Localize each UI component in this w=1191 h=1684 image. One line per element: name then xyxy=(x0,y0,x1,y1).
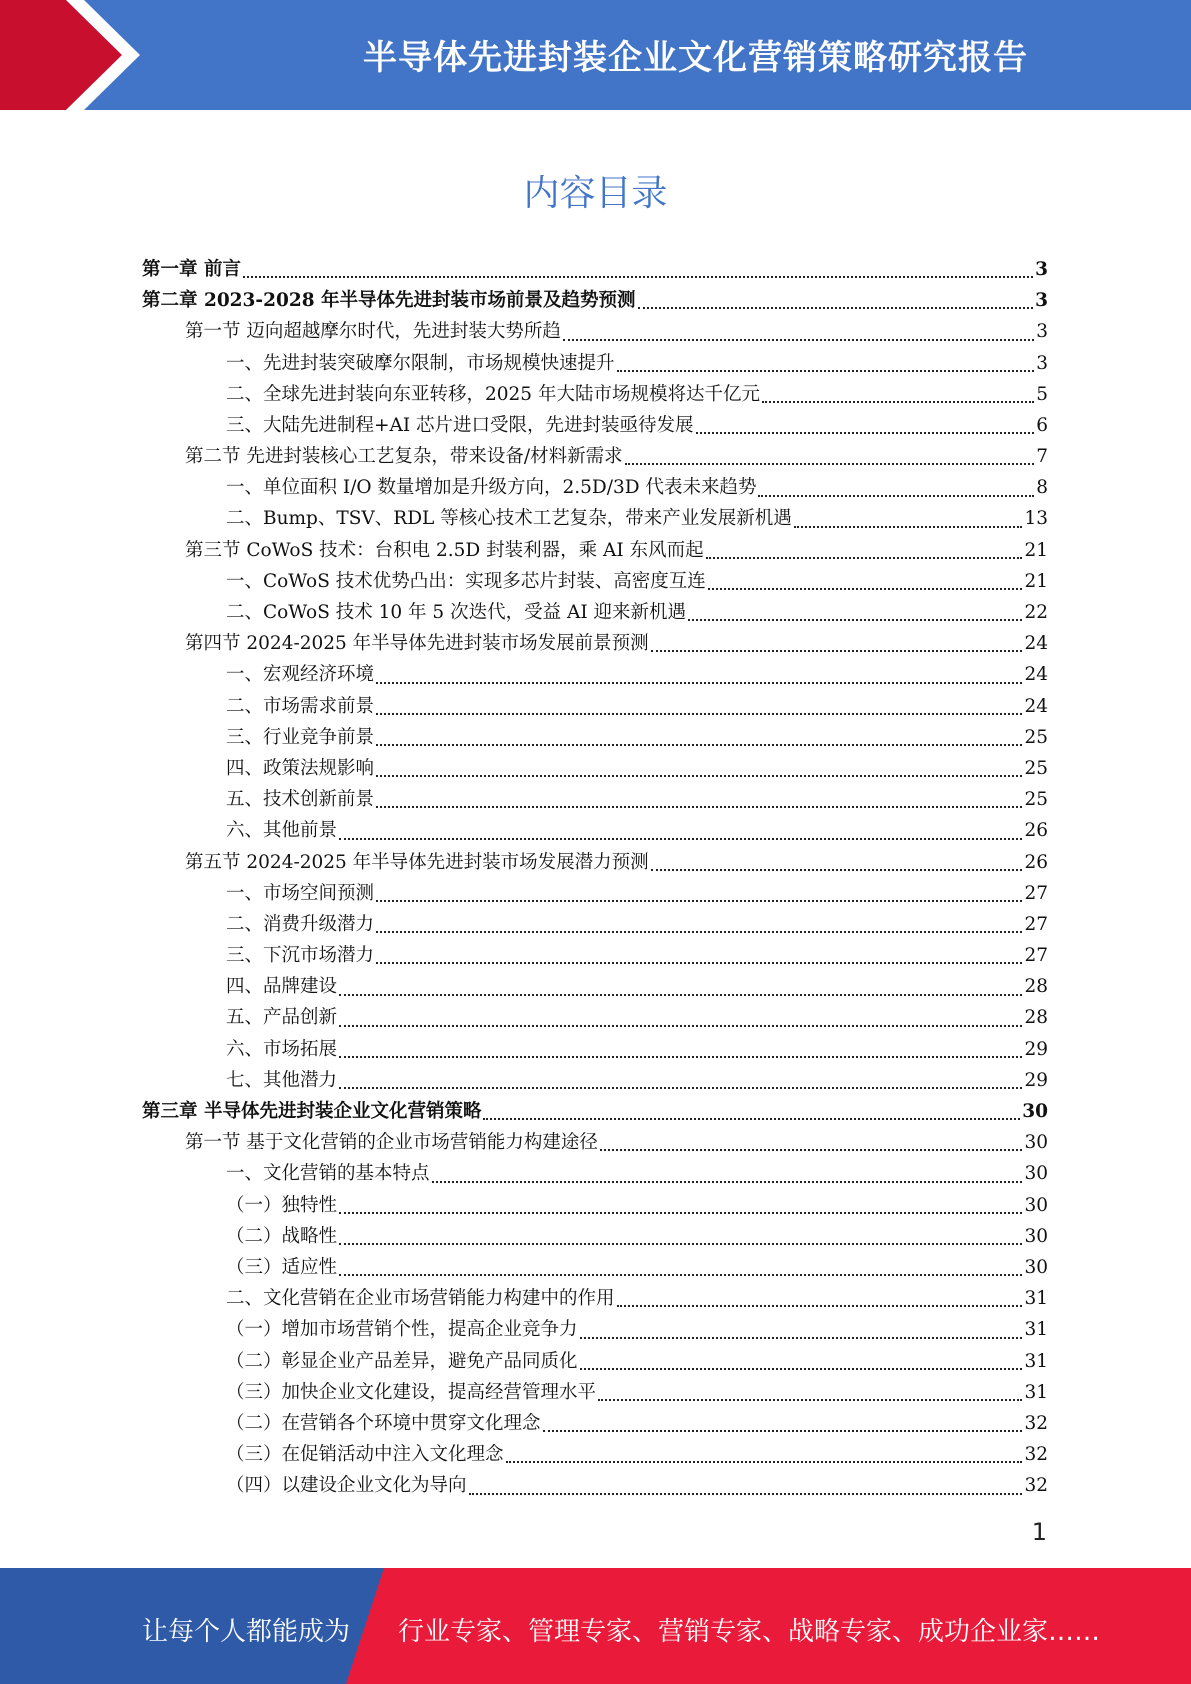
toc-entry-title: 四、品牌建设 xyxy=(226,976,338,998)
toc-entry-title: 三、下沉市场潜力 xyxy=(226,945,375,967)
toc-entry-title: 一、CoWoS 技术优势凸出：实现多芯片封装、高密度互连 xyxy=(226,570,706,592)
toc-dot-leader xyxy=(376,806,1022,808)
toc-entry-title: 一、文化营销的基本特点 xyxy=(226,1163,430,1185)
toc-dot-leader xyxy=(376,682,1022,684)
toc-dot-leader xyxy=(598,1399,1022,1401)
toc-entry[interactable] xyxy=(142,1439,1048,1470)
toc-entry[interactable] xyxy=(142,441,1048,472)
toc-dot-leader xyxy=(376,744,1022,746)
toc-dot-leader xyxy=(543,1430,1023,1432)
toc-entry-title: 二、Bump、TSV、RDL 等核心技术工艺复杂，带来产业发展新机遇 xyxy=(226,508,792,530)
toc-dot-leader xyxy=(708,588,1023,590)
toc-dot-leader xyxy=(580,1368,1023,1370)
toc-entry[interactable] xyxy=(142,1127,1048,1158)
toc-entry[interactable] xyxy=(142,1065,1048,1096)
toc-dot-leader xyxy=(339,1243,1022,1245)
toc-entry-page: 26 xyxy=(1024,851,1048,873)
toc-entry[interactable] xyxy=(142,410,1048,441)
toc-entry-title: （一）独特性 xyxy=(226,1194,338,1216)
toc-entry-title: 一、宏观经济环境 xyxy=(226,664,375,686)
toc-dot-leader xyxy=(696,432,1035,434)
toc-entry[interactable] xyxy=(142,784,1048,815)
toc-entry-title: 二、全球先进封装向东亚转移，2025 年大陆市场规模将达千亿元 xyxy=(226,383,760,405)
toc-dot-leader xyxy=(617,1305,1023,1307)
toc-dot-leader xyxy=(506,1461,1023,1463)
toc-entry[interactable] xyxy=(142,909,1048,940)
toc-entry-page: 7 xyxy=(1036,446,1048,468)
toc-dot-leader xyxy=(563,339,1034,341)
toc-entry-title: 第四节 2024-2025 年半导体先进封装市场发展前景预测 xyxy=(185,633,649,655)
toc-dot-leader xyxy=(376,775,1022,777)
toc-entry-title: （四）以建设企业文化为导向 xyxy=(226,1475,467,1497)
toc-entry[interactable] xyxy=(142,348,1048,379)
toc-entry-page: 3 xyxy=(1035,290,1048,312)
toc-entry[interactable] xyxy=(142,1221,1048,1252)
page-footer xyxy=(0,1568,1191,1684)
toc-dot-leader xyxy=(688,619,1022,621)
toc-dot-leader xyxy=(339,838,1022,840)
toc-dot-leader xyxy=(339,1274,1022,1276)
toc-entry[interactable] xyxy=(142,1470,1048,1501)
toc-entry[interactable] xyxy=(142,1252,1048,1283)
toc-entry[interactable] xyxy=(142,940,1048,971)
toc-dot-leader xyxy=(339,1087,1022,1089)
toc-entry-page: 30 xyxy=(1024,1225,1048,1247)
toc-dot-leader xyxy=(638,307,1034,309)
toc-entry[interactable] xyxy=(142,1003,1048,1034)
toc-entry-page: 32 xyxy=(1024,1475,1048,1497)
toc-entry-page: 29 xyxy=(1024,1069,1048,1091)
toc-entry-title: 六、其他前景 xyxy=(226,820,338,842)
toc-dot-leader xyxy=(376,900,1022,902)
toc-entry-page: 27 xyxy=(1024,913,1048,935)
toc-dot-leader xyxy=(651,650,1023,652)
toc-entry-title: 二、市场需求前景 xyxy=(226,695,375,717)
toc-dot-leader xyxy=(706,557,1023,559)
toc-entry[interactable] xyxy=(142,472,1048,503)
toc-entry[interactable] xyxy=(142,1096,1048,1127)
toc-entry[interactable] xyxy=(142,535,1048,566)
toc-dot-leader xyxy=(376,962,1022,964)
toc-entry-page: 25 xyxy=(1024,757,1048,779)
toc-entry[interactable] xyxy=(142,815,1048,846)
toc-entry-page: 3 xyxy=(1036,321,1048,343)
toc-entry-page: 21 xyxy=(1024,570,1048,592)
toc-entry[interactable] xyxy=(142,1314,1048,1345)
toc-entry-page: 24 xyxy=(1024,695,1048,717)
toc-entry[interactable] xyxy=(142,847,1048,878)
toc-entry-title: 一、市场空间预测 xyxy=(226,882,375,904)
toc-dot-leader xyxy=(483,1118,1020,1120)
toc-dot-leader xyxy=(376,713,1022,715)
toc-entry[interactable] xyxy=(142,285,1048,316)
table-of-contents xyxy=(142,254,1048,1502)
toc-entry[interactable] xyxy=(142,1034,1048,1065)
toc-entry[interactable] xyxy=(142,1408,1048,1439)
toc-entry[interactable] xyxy=(142,1377,1048,1408)
toc-entry-page: 27 xyxy=(1024,945,1048,967)
toc-entry-title: （二）彰显企业产品差异，避免产品同质化 xyxy=(226,1350,578,1372)
toc-entry-page: 30 xyxy=(1024,1163,1048,1185)
toc-entry-title: 第一节 基于文化营销的企业市场营销能力构建途径 xyxy=(185,1132,598,1154)
toc-entry-title: 二、文化营销在企业市场营销能力构建中的作用 xyxy=(226,1288,615,1310)
toc-entry[interactable] xyxy=(142,878,1048,909)
toc-entry-title: 五、产品创新 xyxy=(226,1007,338,1029)
toc-entry[interactable] xyxy=(142,379,1048,410)
toc-entry-title: 第一节 迈向超越摩尔时代，先进封装大势所趋 xyxy=(185,321,561,343)
toc-entry-page: 21 xyxy=(1024,539,1048,561)
toc-entry-page: 27 xyxy=(1024,882,1048,904)
toc-entry-title: （二）战略性 xyxy=(226,1225,338,1247)
toc-entry-title: 第三章 半导体先进封装企业文化营销策略 xyxy=(142,1101,482,1123)
toc-entry-page: 32 xyxy=(1024,1444,1048,1466)
toc-entry-page: 6 xyxy=(1036,414,1048,436)
toc-entry[interactable] xyxy=(142,254,1048,285)
toc-entry-title: 六、市场拓展 xyxy=(226,1038,338,1060)
toc-dot-leader xyxy=(651,869,1023,871)
toc-entry-page: 30 xyxy=(1024,1256,1048,1278)
toc-entry-page: 24 xyxy=(1024,633,1048,655)
toc-entry[interactable] xyxy=(142,722,1048,753)
toc-entry-title: 三、大陆先进制程+AI 芯片进口受限，先进封装亟待发展 xyxy=(226,414,694,436)
toc-entry-title: 第三节 CoWoS 技术：台积电 2.5D 封装利器，乘 AI 东风而起 xyxy=(185,539,704,561)
toc-entry[interactable] xyxy=(142,691,1048,722)
toc-entry[interactable] xyxy=(142,504,1048,535)
toc-entry-title: 第二节 先进封装核心工艺复杂，带来设备/材料新需求 xyxy=(185,446,623,468)
toc-entry-title: 四、政策法规影响 xyxy=(226,757,375,779)
toc-entry-title: 一、单位面积 I/O 数量增加是升级方向，2.5D/3D 代表未来趋势 xyxy=(226,477,757,499)
toc-entry[interactable] xyxy=(142,566,1048,597)
toc-entry-page: 30 xyxy=(1022,1101,1048,1123)
toc-entry[interactable] xyxy=(142,1283,1048,1314)
toc-entry[interactable] xyxy=(142,1158,1048,1189)
page-header xyxy=(0,0,1191,110)
toc-entry[interactable] xyxy=(142,316,1048,347)
toc-entry-page: 32 xyxy=(1024,1412,1048,1434)
toc-entry-page: 26 xyxy=(1024,820,1048,842)
toc-entry-page: 3 xyxy=(1036,352,1048,374)
toc-entry-title: 二、消费升级潜力 xyxy=(226,913,375,935)
toc-entry-page: 25 xyxy=(1024,726,1048,748)
toc-dot-leader xyxy=(376,931,1022,933)
toc-entry-title: 一、先进封装突破摩尔限制，市场规模快速提升 xyxy=(226,352,615,374)
toc-entry-page: 31 xyxy=(1024,1319,1048,1341)
toc-entry-title: 第五节 2024-2025 年半导体先进封装市场发展潜力预测 xyxy=(185,851,649,873)
toc-entry[interactable] xyxy=(142,1346,1048,1377)
toc-entry-title: （三）在促销活动中注入文化理念 xyxy=(226,1444,504,1466)
toc-entry-page: 31 xyxy=(1024,1381,1048,1403)
toc-entry-page: 28 xyxy=(1024,1007,1048,1029)
toc-entry-page: 25 xyxy=(1024,789,1048,811)
toc-dot-leader xyxy=(600,1149,1023,1151)
toc-dot-leader xyxy=(762,401,1034,403)
toc-entry-title: 七、其他潜力 xyxy=(226,1069,338,1091)
toc-entry[interactable] xyxy=(142,1190,1048,1221)
toc-entry-title: （一）增加市场营销个性，提高企业竞争力 xyxy=(226,1319,578,1341)
toc-dot-leader xyxy=(469,1493,1023,1495)
header-chevron-decoration xyxy=(0,0,160,110)
toc-entry-page: 3 xyxy=(1035,258,1048,280)
toc-entry-title: （三）适应性 xyxy=(226,1256,338,1278)
toc-entry-page: 31 xyxy=(1024,1350,1048,1372)
toc-entry-title: （二）在营销各个环境中贯穿文化理念 xyxy=(226,1412,541,1434)
footer-slogan-right: 行业专家、管理专家、营销专家、战略专家、成功企业家…… xyxy=(398,1617,1101,1647)
toc-entry[interactable] xyxy=(142,753,1048,784)
toc-entry-page: 13 xyxy=(1024,508,1048,530)
toc-dot-leader xyxy=(758,495,1034,497)
toc-dot-leader xyxy=(243,276,1033,278)
toc-entry-page: 8 xyxy=(1036,477,1048,499)
toc-entry-page: 30 xyxy=(1024,1132,1048,1154)
toc-entry-page: 5 xyxy=(1036,383,1048,405)
report-title: 半导体先进封装企业文化营销策略研究报告 xyxy=(363,38,1028,78)
page-number: 1 xyxy=(1031,1518,1047,1546)
toc-entry-title: （三）加快企业文化建设，提高经营管理水平 xyxy=(226,1381,597,1403)
toc-dot-leader xyxy=(617,370,1035,372)
toc-dot-leader xyxy=(580,1337,1023,1339)
footer-slogan-left: 让每个人都能成为 xyxy=(142,1617,351,1647)
toc-entry[interactable] xyxy=(142,597,1048,628)
toc-entry-title: 三、行业竞争前景 xyxy=(226,726,375,748)
toc-entry[interactable] xyxy=(142,971,1048,1002)
toc-dot-leader xyxy=(339,1025,1022,1027)
toc-entry-title: 二、CoWoS 技术 10 年 5 次迭代，受益 AI 迎来新机遇 xyxy=(226,602,687,624)
toc-dot-leader xyxy=(432,1181,1023,1183)
toc-entry-page: 31 xyxy=(1024,1288,1048,1310)
toc-entry-title: 第二章 2023-2028 年半导体先进封装市场前景及趋势预测 xyxy=(142,290,636,312)
toc-dot-leader xyxy=(339,1056,1022,1058)
toc-dot-leader xyxy=(339,1212,1022,1214)
toc-entry-title: 第一章 前言 xyxy=(142,258,241,280)
toc-dot-leader xyxy=(339,994,1022,996)
toc-dot-leader xyxy=(794,526,1023,528)
toc-entry[interactable] xyxy=(142,628,1048,659)
toc-entry-page: 30 xyxy=(1024,1194,1048,1216)
toc-entry-page: 29 xyxy=(1024,1038,1048,1060)
toc-entry-page: 24 xyxy=(1024,664,1048,686)
toc-entry-title: 五、技术创新前景 xyxy=(226,789,375,811)
toc-entry-page: 28 xyxy=(1024,976,1048,998)
toc-heading: 内容目录 xyxy=(523,173,668,214)
toc-entry[interactable] xyxy=(142,659,1048,690)
toc-dot-leader xyxy=(625,463,1035,465)
toc-entry-page: 22 xyxy=(1024,602,1048,624)
